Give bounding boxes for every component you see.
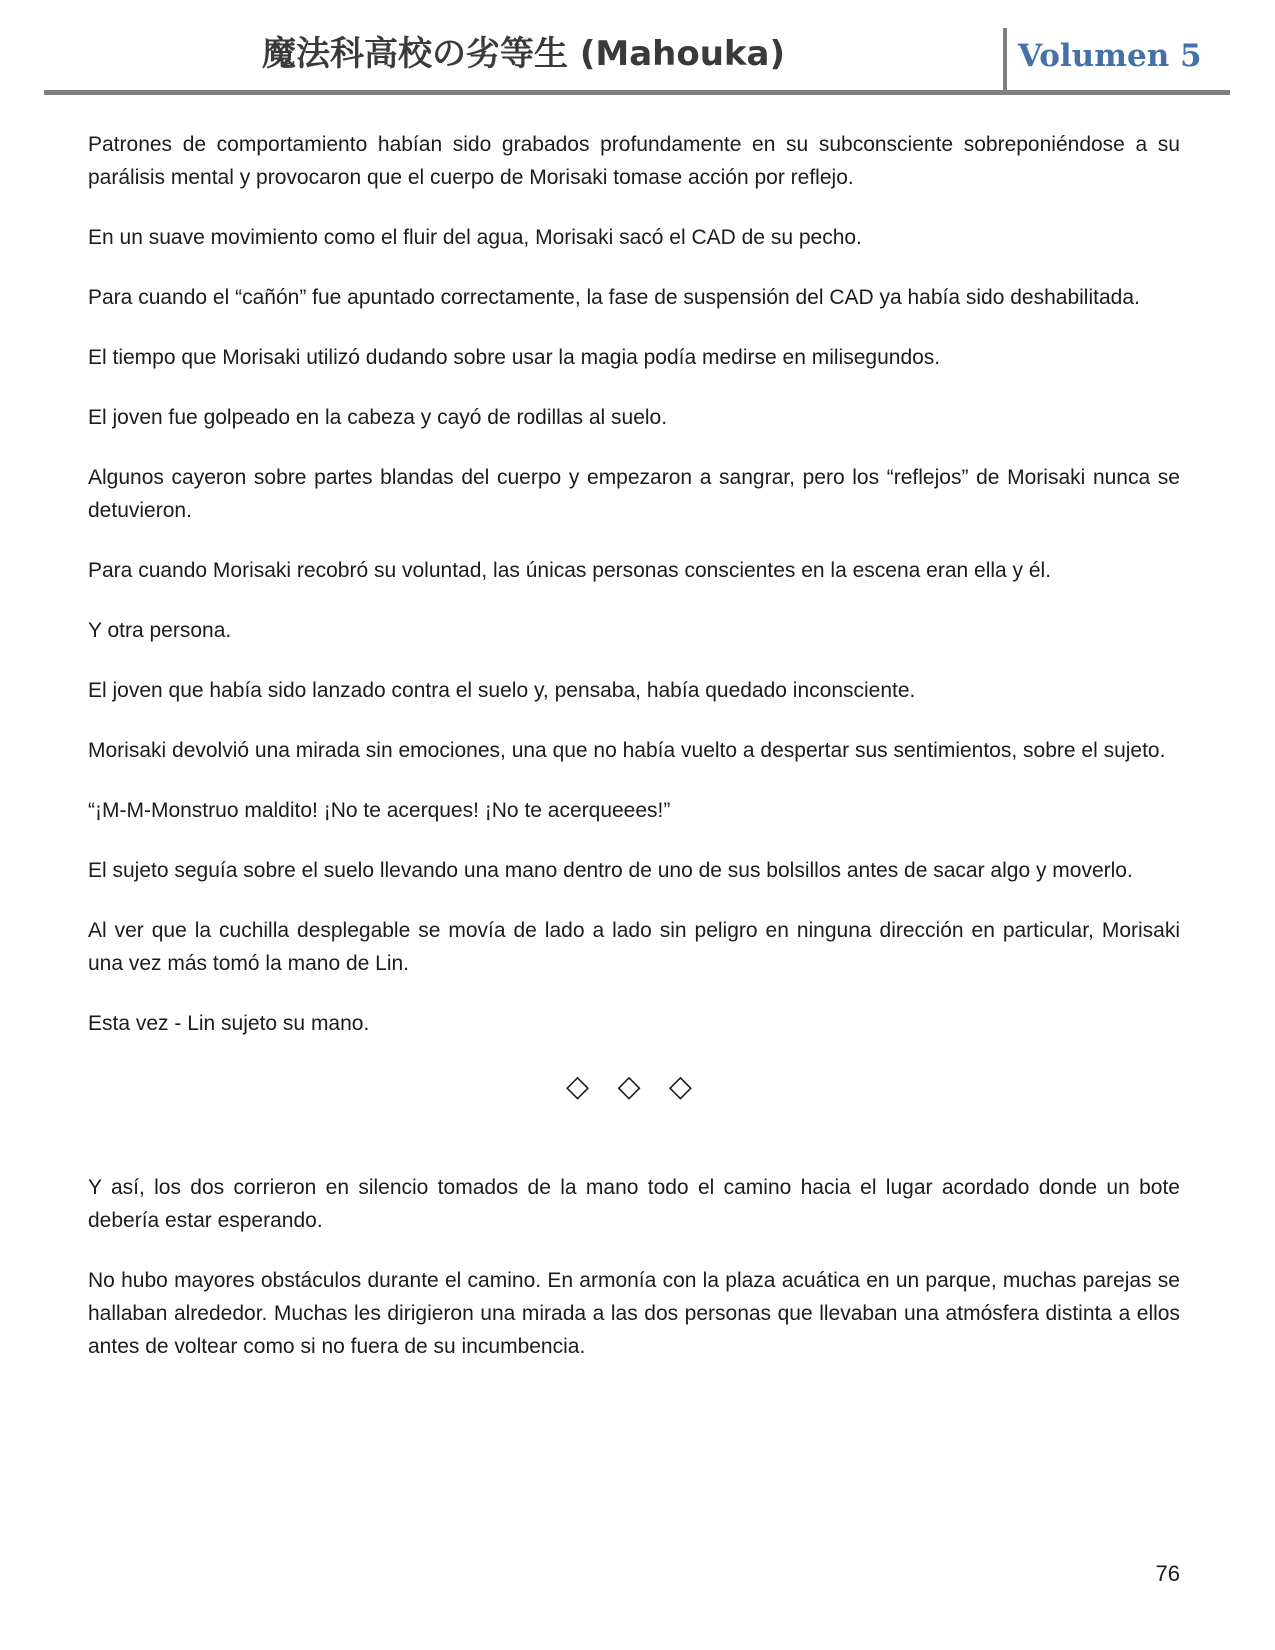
paragraph: El sujeto seguía sobre el suelo llevando una mano dentro de uno de sus bolsillos antes de sacar algo y moverlo.: [88, 859, 1133, 882]
scene-break-diamonds: ◇ ◇ ◇: [566, 1070, 702, 1103]
paragraph: El tiempo que Morisaki utilizó dudando sobre usar la magia podía medirse en milisegundos.: [88, 346, 941, 369]
paragraph: Para cuando el “cañón” fue apuntado correctamente, la fase de suspensión del CAD ya había sido deshabilitada.: [88, 286, 1140, 309]
page-number: 76: [1155, 1561, 1180, 1586]
paragraph: No hubo mayores obstáculos durante el camino. En armonía con la plaza acuática en un parque, muchas parejas se hallaban alrededor. Muchas les dirigieron una mirada a las dos personas que llevaban una atmósfera distinta a ellos antes de voltear como si no fuera de su incumbencia.: [88, 1269, 1180, 1358]
paragraph: “¡M-M-Monstruo maldito! ¡No te acerques! ¡No te acerqueees!”: [88, 799, 671, 822]
paragraph: El joven que había sido lanzado contra el suelo y, pensaba, había quedado inconsciente.: [88, 679, 916, 702]
body-text: [88, 128, 1180, 1390]
paragraph: En un suave movimiento como el fluir del agua, Morisaki sacó el CAD de su pecho.: [88, 226, 862, 249]
paragraph: Morisaki devolvió una mirada sin emociones, una que no había vuelto a despertar sus sentimientos, sobre el sujeto.: [88, 739, 1166, 762]
paragraph: Patrones de comportamiento habían sido grabados profundamente en su subconsciente sobreponiéndose a su parálisis mental y provocaron que el cuerpo de Morisaki tomase acción por reflejo.: [88, 133, 1180, 189]
paragraph: El joven fue golpeado en la cabeza y cayó de rodillas al suelo.: [88, 406, 668, 429]
header-vertical-divider: [1003, 28, 1007, 90]
header-horizontal-rule: [44, 90, 1230, 95]
volume-label: Volumen 5: [1018, 38, 1202, 74]
paragraph: Esta vez - Lin sujeto su mano.: [88, 1012, 370, 1035]
paragraph: Y así, los dos corrieron en silencio tomados de la mano todo el camino hacia el lugar acordado donde un bote debería estar esperando.: [88, 1176, 1180, 1232]
page-header-title: 魔法科高校の劣等生 (Mahouka): [261, 34, 785, 74]
paragraph: Para cuando Morisaki recobró su voluntad, las únicas personas conscientes en la escena eran ella y él.: [88, 559, 1052, 582]
paragraph: Algunos cayeron sobre partes blandas del cuerpo y empezaron a sangrar, pero los “reflejos” de Morisaki nunca se detuvieron.: [88, 466, 1180, 522]
paragraph: Y otra persona.: [88, 619, 232, 642]
paragraph: Al ver que la cuchilla desplegable se movía de lado a lado sin peligro en ninguna dirección en particular, Morisaki una vez más tomó la mano de Lin.: [88, 919, 1180, 975]
